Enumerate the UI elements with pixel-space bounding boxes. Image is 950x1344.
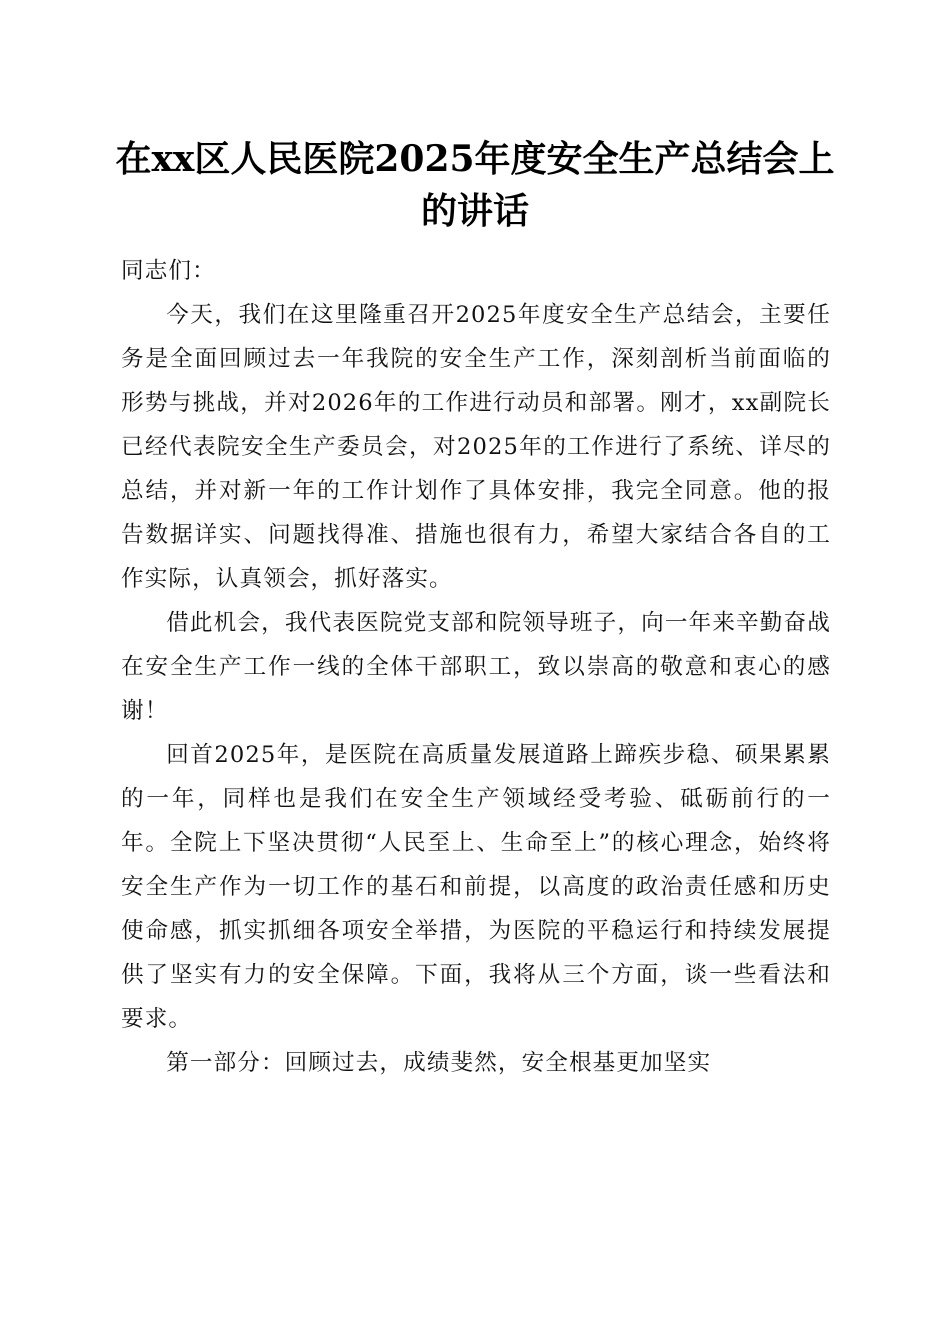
paragraph-review: 回首2025年，是医院在高质量发展道路上蹄疾步稳、硕果累累的一年，同样也是我们在安全生产领域经受考验、砥砺前行的一年。全院上下坚决贯彻“人民至上、生命至上”的核心理念，始终将安全生产作为一切工作的基石和前提，以高度的政治责任感和历史使命感，抓实抓细各项安全举措，为医院的平稳运行和持续发展提供了坚实有力的安全保障。下面，我将从三个方面，谈一些看法和要求。: [121, 742, 831, 1032]
document-body: [121, 249, 831, 1085]
document-title: 在xx区人民医院2025年度安全生产总结会上的讲话: [115, 138, 835, 232]
section-heading-part-one: 第一部分：回顾过去，成绩斐然，安全根基更加坚实: [166, 1050, 712, 1076]
salutation: 同志们：: [121, 258, 216, 284]
paragraph-opening: 今天，我们在这里隆重召开2025年度安全生产总结会，主要任务是全面回顾过去一年我院的安全生产工作，深刻剖析当前面临的形势与挑战，并对2026年的工作进行动员和部署。刚才，xx副院长已经代表院安全生产委员会，对2025年的工作进行了系统、详尽的总结，并对新一年的工作计划作了具体安排，我完全同意。他的报告数据详实、问题找得准、措施也很有力，希望大家结合各自的工作实际，认真领会，抓好落实。: [121, 302, 831, 592]
paragraph-thanks: 借此机会，我代表医院党支部和院领导班子，向一年来辛勤奋战在安全生产工作一线的全体干部职工，致以崇高的敬意和衷心的感谢！: [121, 610, 831, 724]
